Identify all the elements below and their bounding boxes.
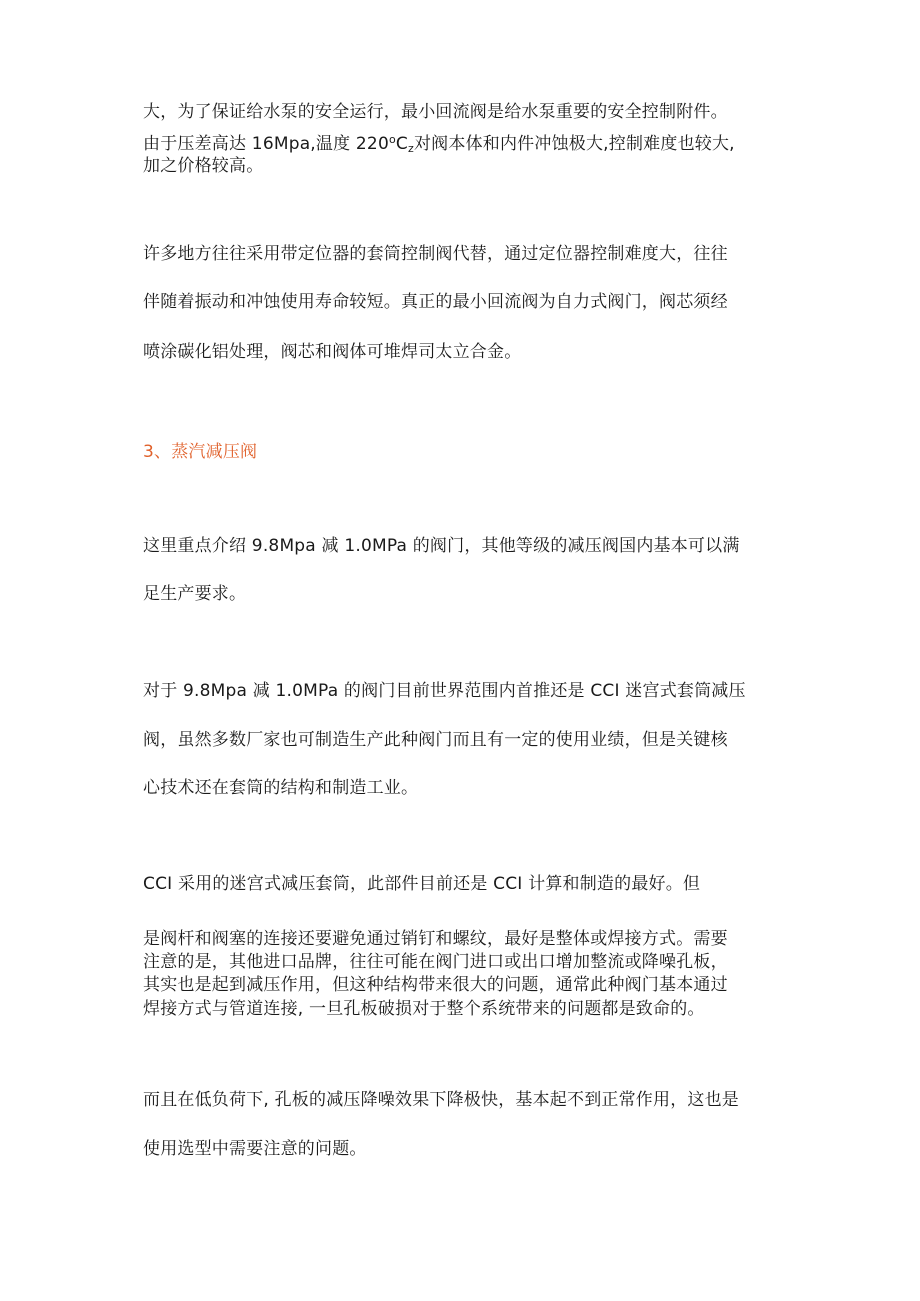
paragraph-1-line-3: 加之价格较高。 bbox=[143, 156, 264, 176]
paragraph-6-line-2: 使用选型中需要注意的问题。 bbox=[143, 1139, 367, 1159]
paragraph-4-line-2: 阀，虽然多数厂家也可制造生产此种阀门而且有一定的使用业绩，但是关键核 bbox=[143, 730, 728, 750]
paragraph-3-line-1: 这里重点介绍 9.8Mpa 减 1.0MPa 的阀门，其他等级的减压阀国内基本可以满 bbox=[143, 536, 740, 556]
paragraph-1-line-1: 大，为了保证给水泵的安全运行，最小回流阀是给水泵重要的安全控制附件。 bbox=[143, 102, 728, 122]
paragraph-1-line-2-start: 由于压差高达 16Mpa,温度 220 bbox=[143, 134, 389, 154]
section-heading-3: 3、蒸汽减压阀 bbox=[143, 442, 258, 462]
paragraph-5-line-3: 注意的是，其他进口品牌，往往可能在阀门进口或出口增加整流或降噪孔板， bbox=[143, 952, 728, 972]
celsius-letter: C bbox=[395, 134, 408, 154]
paragraph-5-line-4: 其实也是起到减压作用，但这种结构带来很大的问题，通常此种阀门基本通过 bbox=[143, 975, 728, 995]
subscript-z: z bbox=[407, 142, 414, 155]
degree-symbol: o bbox=[388, 133, 396, 146]
paragraph-5-line-2: 是阀杆和阀塞的连接还要避免通过销钉和螺纹，最好是整体或焊接方式。需要 bbox=[143, 929, 728, 949]
paragraph-2-line-3: 喷涂碳化铝处理，阀芯和阀体可堆焊司太立合金。 bbox=[143, 342, 522, 362]
paragraph-2-line-2: 伴随着振动和冲蚀使用寿命较短。真正的最小回流阀为自力式阀门，阀芯须经 bbox=[143, 292, 728, 312]
paragraph-4-line-1: 对于 9.8Mpa 减 1.0MPa 的阀门目前世界范围内首推还是 CCI 迷宫式套筒减压 bbox=[143, 681, 746, 701]
paragraph-5-line-5: 焊接方式与管道连接, 一旦孔板破损对于整个系统带来的问题都是致命的。 bbox=[143, 999, 705, 1019]
paragraph-3-line-2: 足生产要求。 bbox=[143, 584, 247, 604]
paragraph-5-line-1: CCI 采用的迷宫式减压套筒，此部件目前还是 CCI 计算和制造的最好。但 bbox=[143, 874, 701, 894]
paragraph-1-line-2-end: 对阀本体和内件冲蚀极大,控制难度也较大, bbox=[413, 134, 735, 154]
paragraph-6-line-1: 而且在低负荷下, 孔板的减压降噪效果下降极快，基本起不到正常作用，这也是 bbox=[143, 1090, 740, 1110]
paragraph-4-line-3: 心技术还在套筒的结构和制造工业。 bbox=[143, 778, 419, 798]
paragraph-2-line-1: 许多地方往往采用带定位器的套筒控制阀代替，通过定位器控制难度大，往往 bbox=[143, 244, 728, 264]
